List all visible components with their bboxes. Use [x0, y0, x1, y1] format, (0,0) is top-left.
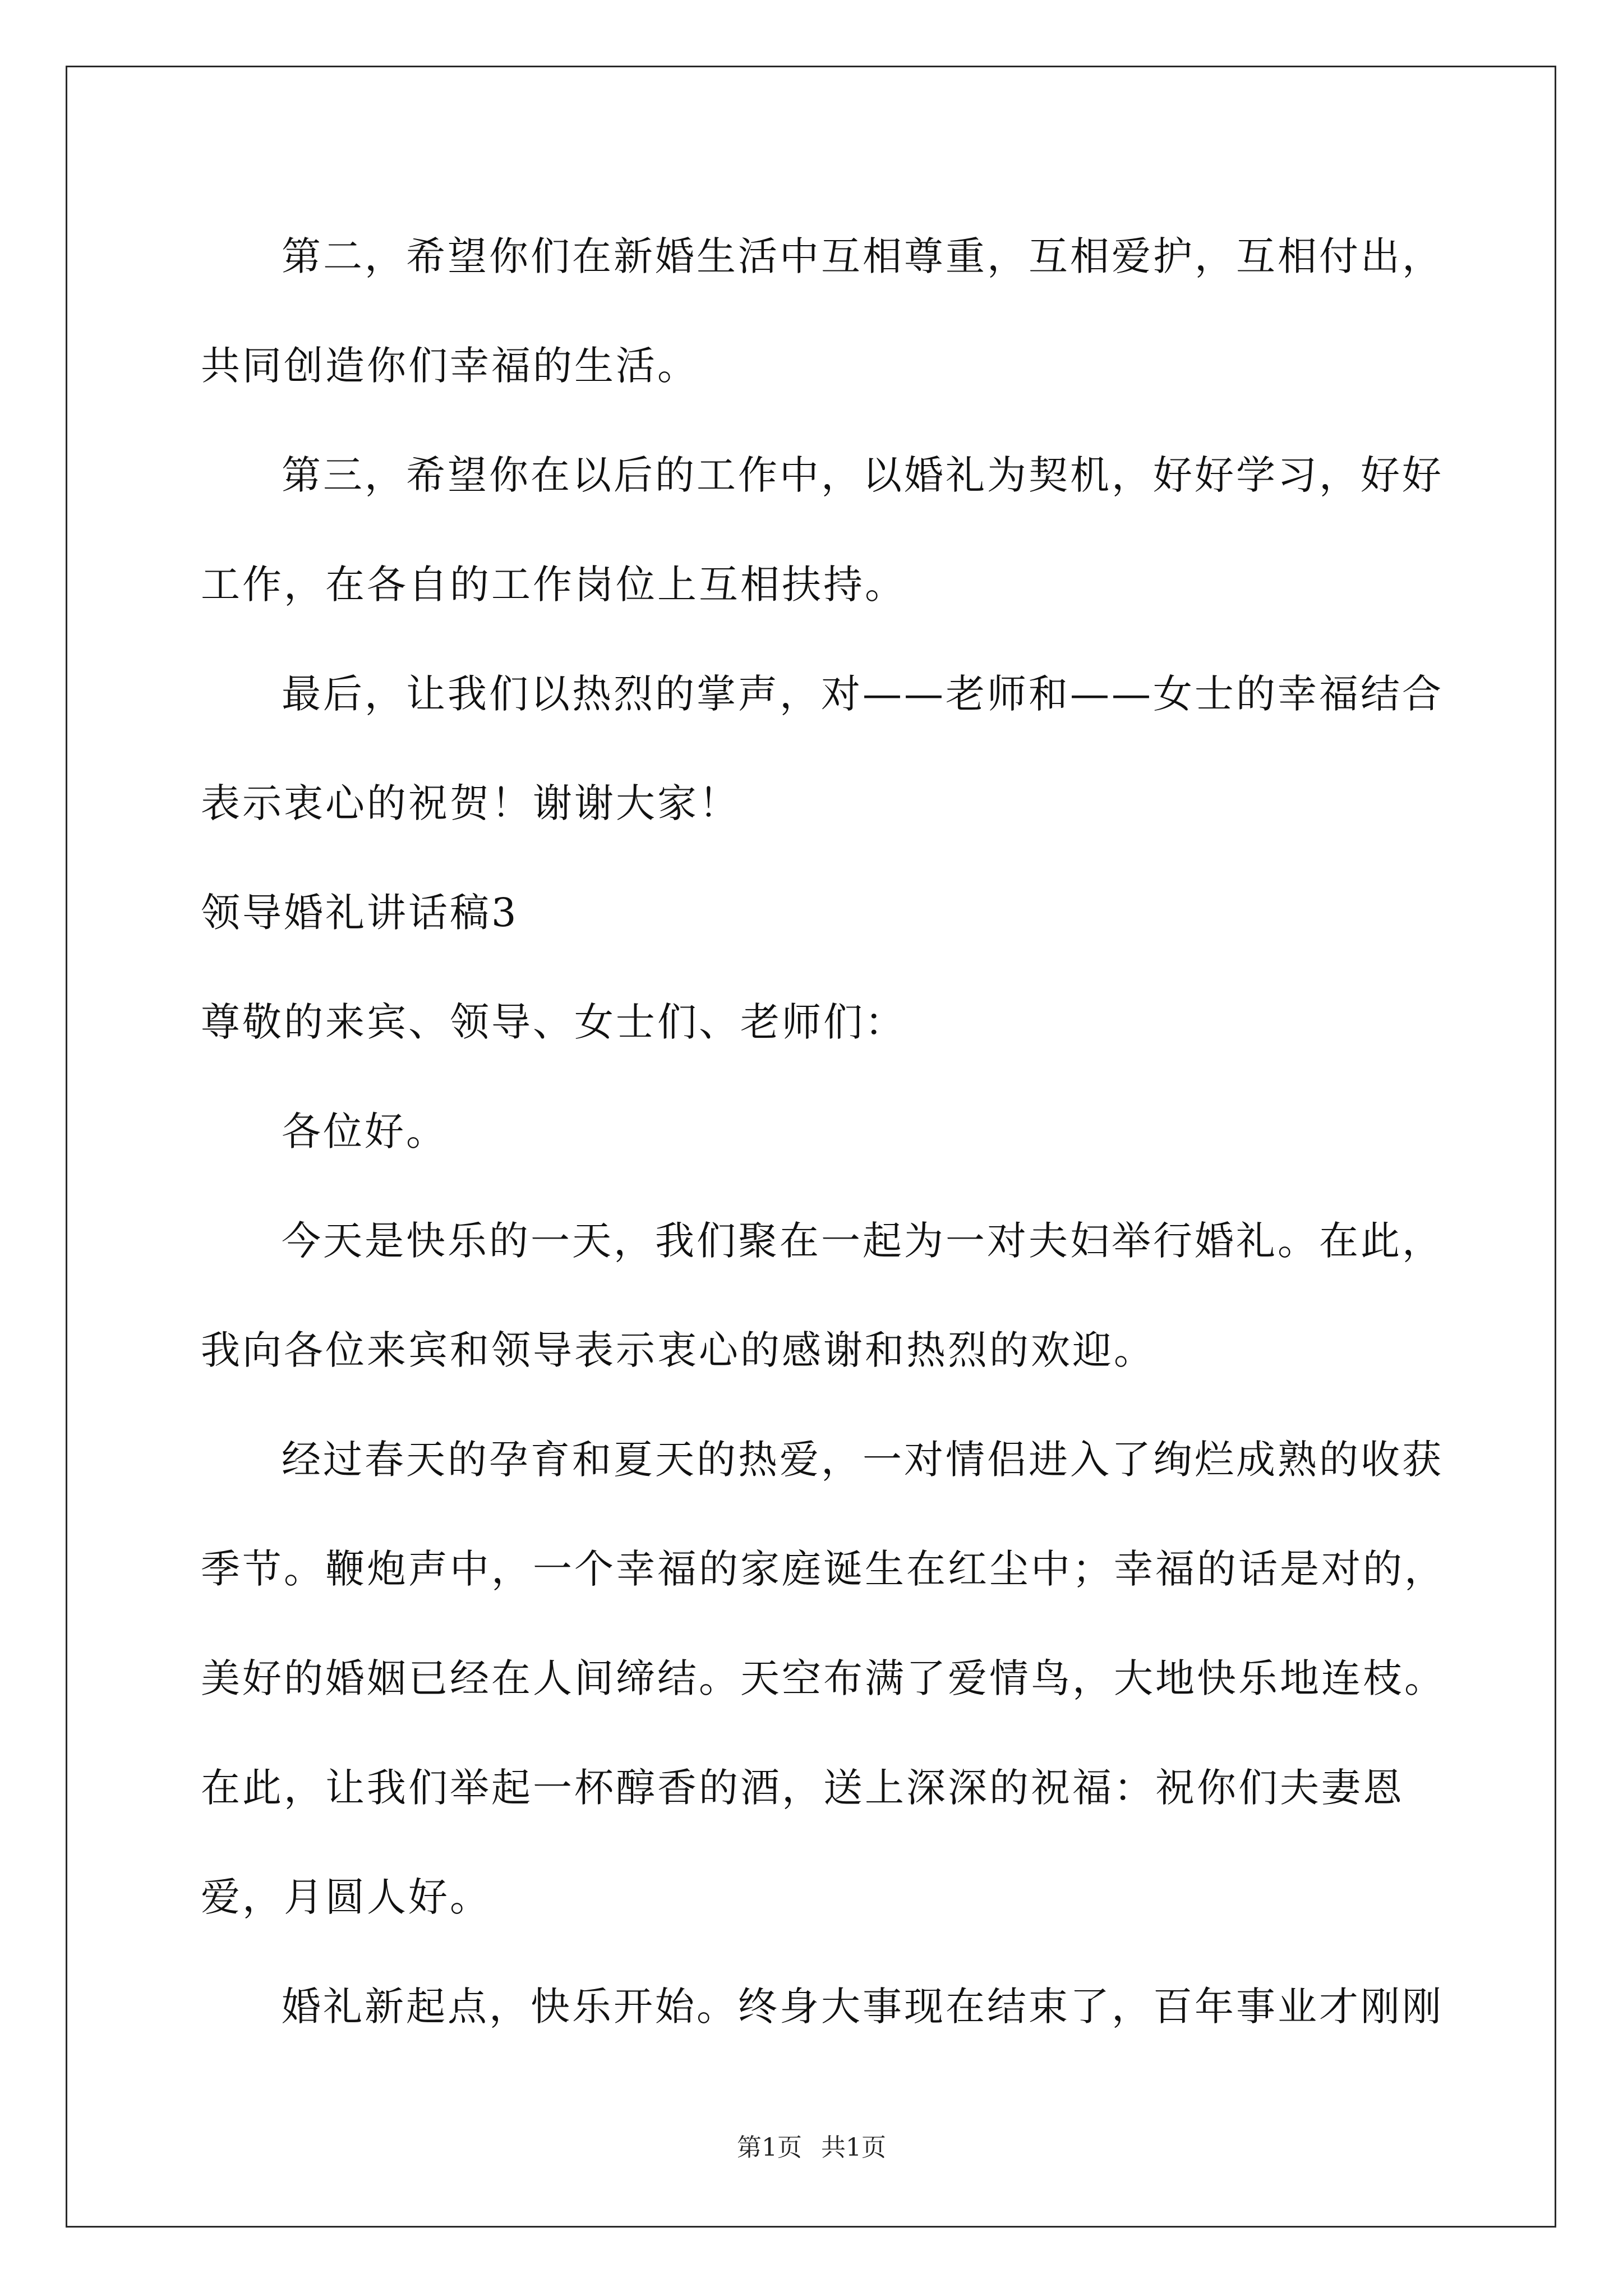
paragraph: 经过春天的孕育和夏天的热爱，一对情侣进入了绚烂成熟的收获季节。鞭炮声中，一个幸福的家庭诞生在红尘中；幸福的话是对的，美好的婚姻已经在人间缔结。天空布满了爱情鸟，大地快乐地连枝。在此，让我们举起一杯醇香的酒，送上深深的祝福：祝你们夫妻恩爱，月圆人好。 — [201, 1437, 1446, 1920]
paragraph: 各位好。 — [282, 1108, 448, 1154]
page-number-footer: 第1页 共1页 — [737, 2133, 886, 2162]
paragraph: 第三，希望你在以后的工作中，以婚礼为契机，好好学习，好好工作，在各自的工作岗位上互相扶持。 — [201, 452, 1444, 608]
paragraph: 第二，希望你们在新婚生活中互相尊重，互相爱护，互相付出，共同创造你们幸福的生活。 — [201, 233, 1444, 389]
salutation: 尊敬的来宾、领导、女士们、老师们： — [201, 999, 906, 1045]
paragraph: 今天是快乐的一天，我们聚在一起为一对夫妇举行婚礼。在此，我向各位来宾和领导表示衷心的感谢和热烈的欢迎。 — [201, 1218, 1444, 1373]
paragraph: 最后，让我们以热烈的掌声，对——老师和——女士的幸福结合表示衷心的祝贺！谢谢大家！ — [201, 671, 1444, 826]
paragraph: 婚礼新起点，快乐开始。终身大事现在结束了，百年事业才刚刚 — [282, 1984, 1444, 2030]
section-heading: 领导婚礼讲话稿3 — [201, 890, 519, 936]
document-body — [201, 202, 1468, 2062]
